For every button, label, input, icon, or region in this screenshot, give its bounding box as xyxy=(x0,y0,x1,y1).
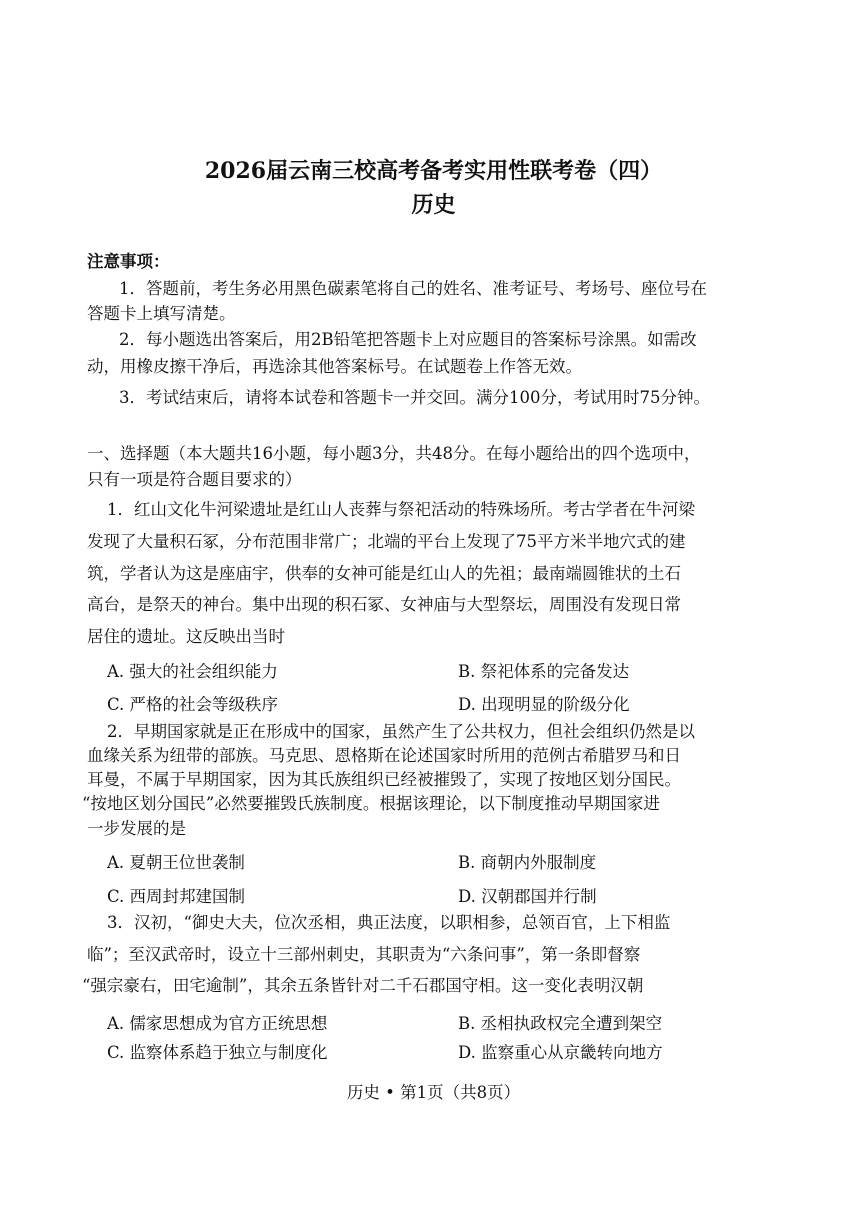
q1-option-a: A. 强大的社会组织能力 xyxy=(107,662,278,681)
q3-option-a: A. 儒家思想成为官方正统思想 xyxy=(107,1014,328,1033)
q2-line-3: 耳曼，不属于早期国家，因为其氏族组织已经被摧毁了，实现了按地区划分国民。 xyxy=(87,770,681,789)
section-heading-line-1: 一、选择题（本大题共16小题，每小题3分，共48分。在每小题给出的四个选项中， xyxy=(87,444,701,463)
notice-2-line-1: 2．每小题选出答案后，用2B铅笔把答题卡上对应题目的答案标号涂黑。如需改 xyxy=(119,330,697,349)
q1-line-1: 1．红山文化牛河梁遗址是红山人丧葬与祭祀活动的特殊场所。考古学者在牛河梁 xyxy=(107,500,695,519)
notice-1-line-2: 答题卡上填写清楚。 xyxy=(87,304,236,323)
q3-option-b: B. 丞相执政权完全遭到架空 xyxy=(458,1014,663,1033)
q2-option-a: A. 夏朝王位世袭制 xyxy=(107,853,245,872)
page-footer: 历史 • 第1页（共8页） xyxy=(346,1083,521,1102)
q1-line-4: 高台，是祭天的神台。集中出现的积石冢、女神庙与大型祭坛，周围没有发现日常 xyxy=(87,595,681,614)
q2-line-4: “按地区划分国民”必然要摧毁氏族制度。根据该理论，以下制度推动早期国家进 xyxy=(82,794,660,813)
section-heading-line-2: 只有一项是符合题目要求的） xyxy=(87,470,302,489)
q1-line-2: 发现了大量积石冢，分布范围非常广；北端的平台上发现了75平方米半地穴式的建 xyxy=(87,532,686,551)
q1-option-c: C. 严格的社会等级秩序 xyxy=(107,695,279,714)
notice-heading: 注意事项： xyxy=(87,252,170,271)
exam-title: 2026届云南三校高考备考实用性联考卷（四） xyxy=(204,158,663,184)
q1-line-3: 筑，学者认为这是座庙宇，供奉的女神可能是红山人的先祖；最南端圆锥状的土石 xyxy=(87,564,681,583)
q2-option-d: D. 汉朝郡国并行制 xyxy=(458,887,597,906)
q2-line-2: 血缘关系为纽带的部族。马克思、恩格斯在论述国家时所用的范例古希腊罗马和日 xyxy=(87,746,681,765)
q1-line-5: 居住的遗址。这反映出当时 xyxy=(87,627,285,646)
q3-line-2: 临”；至汉武帝时，设立十三部州刺史，其职责为“六条问事”，第一条即督察 xyxy=(87,945,641,964)
q3-option-d: D. 监察重心从京畿转向地方 xyxy=(458,1043,663,1062)
q1-option-d: D. 出现明显的阶级分化 xyxy=(458,695,630,714)
q1-option-b: B. 祭祀体系的完备发达 xyxy=(458,662,630,681)
q3-line-1: 3．汉初，“御史大夫，位次丞相，典正法度，以职相参，总领百官，上下相监 xyxy=(107,913,671,932)
notice-3-line-1: 3．考试结束后，请将本试卷和答题卡一并交回。满分100分，考试用时75分钟。 xyxy=(119,388,710,407)
notice-2-line-2: 动，用橡皮擦干净后，再选涂其他答案标号。在试题卷上作答无效。 xyxy=(87,357,582,376)
q2-option-b: B. 商朝内外服制度 xyxy=(458,853,597,872)
q3-option-c: C. 监察体系趋于独立与制度化 xyxy=(107,1043,328,1062)
q2-line-5: 一步发展的是 xyxy=(87,819,186,838)
q3-line-3: “强宗豪右，田宅逾制”，其余五条皆针对二千石郡国守相。这一变化表明汉朝 xyxy=(82,976,644,995)
notice-1-line-1: 1．答题前，考生务必用黑色碳素笔将自己的姓名、准考证号、考场号、座位号在 xyxy=(119,279,707,298)
q2-line-1: 2．早期国家就是正在形成中的国家，虽然产生了公共权力，但社会组织仍然是以 xyxy=(107,722,695,741)
subject-title: 历史 xyxy=(411,192,456,218)
q2-option-c: C. 西周封邦建国制 xyxy=(107,887,246,906)
